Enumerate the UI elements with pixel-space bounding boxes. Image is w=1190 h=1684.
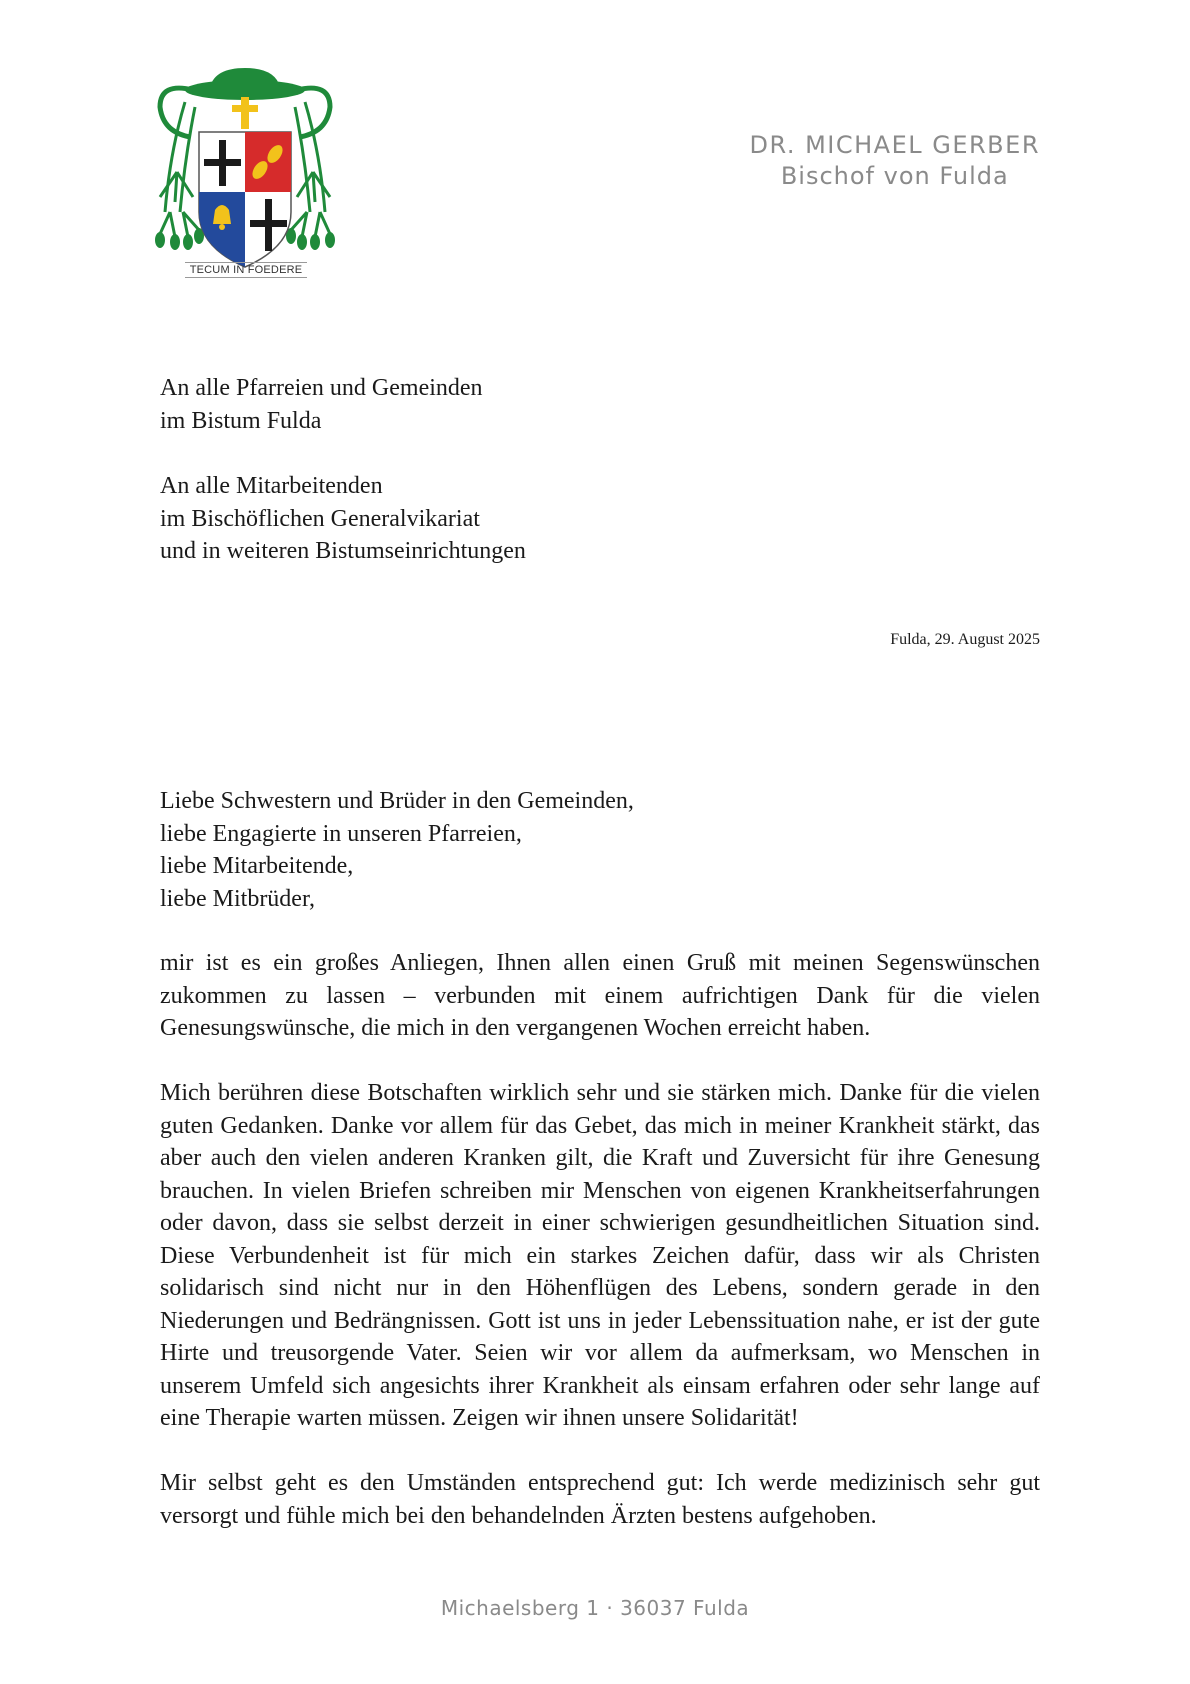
address-line: im Bischöflichen Generalvikariat [160,505,480,532]
sender-name: DR. MICHAEL GERBER [749,131,1040,159]
body-paragraph: mir ist es ein großes Anliegen, Ihnen allen einen Gruß mit meinen Segenswünschen zukommen zu lassen – verbunden mit einem aufrichtigen Dank für die vielen Genesungswünsche, die mich in den vergangenen Wochen erreicht haben. [160,950,1040,1041]
address-line: An alle Mitarbeitenden [160,473,383,499]
address-line: im Bistum Fulda [160,407,322,434]
body-paragraph: Mich berühren diese Botschaften wirklich sehr und sie stärken mich. Danke für die vielen guten Gedanken. Danke vor allem für das Gebet, das mich in meiner Krankheit stärkt, das aber auch den vielen anderen Kranken gilt, die Kraft und Zuversicht für ihre Genesung brauchen. In vielen Briefen schreiben mir Menschen von eigenen Krankheitserfahrungen oder davon, dass sie selbst derzeit in einer schwierigen gesundheitlichen Situation sind. Diese Verbundenheit ist für mich ein starkes Zeichen dafür, dass wir als Christen solidarisch sind nicht nur in den Höhenflügen des Lebens, sondern gerade in den Niederungen und Bedrängnissen. Gott ist uns in jeder Lebenssituation nahe, er ist der gute Hirte und treusorgende Vater. Seien wir vor allem da aufmerksam, wo Menschen in unserem Umfeld sich angesichts ihrer Krankheit als einsam erfahren oder sehr lange auf eine Therapie warten müssen. Zeigen wir ihnen unsere Solidarität! [160,1080,1040,1431]
salutation [160,785,1040,915]
letter-body [160,947,1040,1565]
salutation-line: Liebe Schwestern und Brüder in den Gemeinden, [160,788,634,814]
coat-of-arms-icon [155,62,335,282]
sender-title: Bischof von Fulda [780,162,1009,190]
salutation-line: liebe Mitarbeitende, [160,853,354,879]
salutation-line: liebe Mitbrüder, [160,885,315,912]
letter-date: Fulda, 29. August 2025 [890,631,1040,648]
motto: TECUM IN FOEDERE [185,262,307,278]
footer-address: Michaelsberg 1 · 36037 Fulda [440,1596,750,1620]
address-line: An alle Pfarreien und Gemeinden [160,375,483,401]
sender-block [750,130,1040,192]
salutation-line: liebe Engagierte in unseren Pfarreien, [160,820,522,847]
recipient-address-1 [160,372,483,437]
recipient-address-2 [160,470,526,568]
body-paragraph: Mir selbst geht es den Umständen entsprechend gut: Ich werde medizinisch sehr gut versorgt und fühle mich bei den behandelnden Ärzten bestens aufgehoben. [160,1470,1040,1529]
address-line: und in weiteren Bistumseinrichtungen [160,538,526,564]
